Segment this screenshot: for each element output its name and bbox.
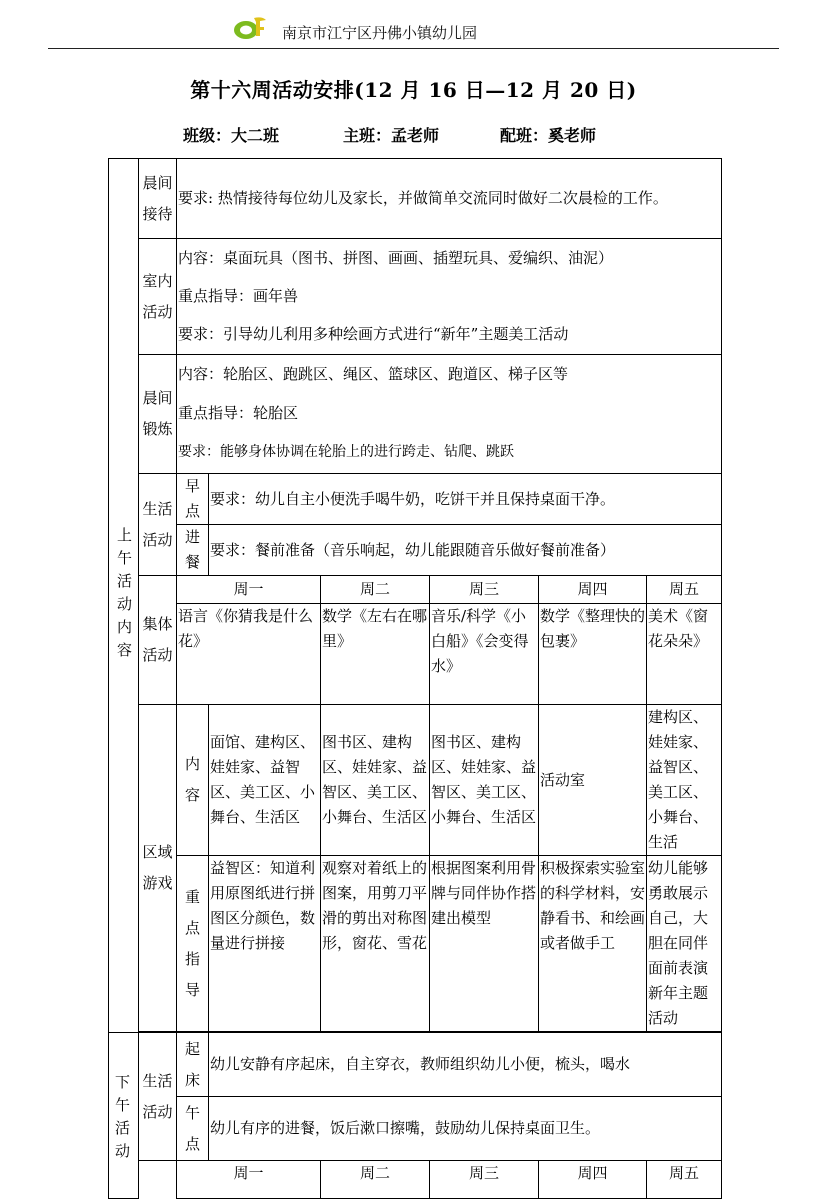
area-content-label: 内容 (177, 705, 209, 856)
indoor-activity-label: 室内活动 (139, 239, 177, 355)
morning-reception-req: 要求: 热情接待每位幼儿及家长，并做简单交流同时做好二次晨检的工作。 (177, 159, 722, 239)
schedule-table (108, 158, 722, 1199)
pm-day-header: 周三 (430, 1161, 539, 1199)
assist-teacher-info: 配班：奚老师 (500, 126, 597, 145)
am-section-label: 上午活动内容 (109, 159, 139, 1033)
group-activity-label: 集体活动 (139, 576, 177, 705)
area-content-item: 活动室 (539, 705, 647, 856)
am-life-activity-label: 生活活动 (139, 474, 177, 576)
group-activity-item: 数学《左右在哪里》 (321, 604, 430, 705)
pm-day-header: 周二 (321, 1161, 430, 1199)
am-day-header: 周一 (177, 576, 321, 604)
area-focus-item: 根据图案利用骨牌与同伴协作搭建出模型 (430, 856, 539, 1032)
snack-label: 早点 (177, 474, 209, 525)
meal-label: 进餐 (177, 525, 209, 576)
indoor-focus: 重点指导：画年兽 (178, 287, 299, 305)
pm-day-header: 周一 (177, 1161, 321, 1199)
pm-day-header: 周四 (539, 1161, 647, 1199)
meal-req: 要求：餐前准备（音乐响起，幼儿能跟随音乐做好餐前准备） (209, 525, 722, 576)
lead-teacher-info: 主班：孟老师 (343, 126, 440, 145)
exercise-focus: 重点指导：轮胎区 (178, 404, 299, 422)
area-focus-label: 重点指导 (177, 856, 209, 1032)
pm-snack-label: 午点 (177, 1097, 209, 1161)
wake-label: 起床 (177, 1033, 209, 1097)
group-activity-item: 美术《窗花朵朵》 (647, 604, 722, 705)
area-content-item: 图书区、建构区、娃娃家、益智区、美工区、小舞台、生活区 (321, 705, 430, 856)
area-focus-item: 积极探索实验室的科学材料，安静看书、和绘画或者做手工 (539, 856, 647, 1032)
morning-reception-label: 晨间接待 (139, 159, 177, 239)
morning-exercise-label: 晨间锻炼 (139, 355, 177, 474)
morning-exercise-cell (177, 355, 722, 474)
pm-day-header: 周五 (647, 1161, 722, 1199)
area-content-item: 图书区、建构区、娃娃家、益智区、美工区、小舞台、生活区 (430, 705, 539, 856)
indoor-activity-cell (177, 239, 722, 355)
am-day-header: 周五 (647, 576, 722, 604)
am-day-header: 周四 (539, 576, 647, 604)
exercise-req: 要求：能够身体协调在轮胎上的进行跨走、钻爬、跳跃 (178, 444, 514, 460)
header-divider (48, 48, 779, 49)
page-header (0, 0, 827, 52)
pm-snack-req: 幼儿有序的进餐，饭后漱口擦嘴，鼓励幼儿保持桌面卫生。 (209, 1097, 722, 1161)
school-name: 南京市江宁区丹佛小镇幼儿园 (282, 24, 478, 42)
wake-req: 幼儿安静有序起床，自主穿衣，教师组织幼儿小便，梳头，喝水 (209, 1033, 722, 1097)
area-game-label: 区域游戏 (139, 705, 177, 1032)
indoor-content: 内容：桌面玩具（图书、拼图、画画、插塑玩具、爱编织、油泥） (178, 249, 614, 267)
group-activity-item: 语言《你猜我是什么花》 (177, 604, 321, 705)
pm-life-activity-label: 生活活动 (139, 1033, 177, 1161)
am-day-header: 周三 (430, 576, 539, 604)
am-day-header: 周二 (321, 576, 430, 604)
indoor-req: 要求：引导幼儿利用多种绘画方式进行“新年”主题美工活动 (178, 325, 569, 343)
exercise-content: 内容：轮胎区、跑跳区、绳区、篮球区、跑道区、梯子区等 (178, 365, 569, 383)
group-activity-item: 音乐/科学《小白船》《会变得水》 (430, 604, 539, 705)
class-info: 班级：大二班 (183, 126, 280, 145)
area-focus-item: 幼儿能够勇敢展示自己，大胆在同伴面前表演新年主题活动 (647, 856, 722, 1032)
area-focus-item: 观察对着纸上的图案，用剪刀平滑的剪出对称图形，窗花、雪花 (321, 856, 430, 1032)
group-activity-item: 数学《整理快的包裹》 (539, 604, 647, 705)
area-content-item: 面馆、建构区、娃娃家、益智区、美工区、小舞台、生活区 (209, 705, 321, 856)
area-content-item: 建构区、娃娃家、益智区、美工区、小舞台、生活 (647, 705, 722, 856)
area-focus-item: 益智区：知道利用原图纸进行拼图区分颜色，数量进行拼接 (209, 856, 321, 1032)
page-title: 第十六周活动安排(12 月 16 日—12 月 20 日) (190, 78, 637, 102)
school-logo-icon (232, 14, 272, 42)
snack-req: 要求：幼儿自主小便洗手喝牛奶，吃饼干并且保持桌面干净。 (209, 474, 722, 525)
pm-section-label: 下午活动 (109, 1033, 139, 1199)
